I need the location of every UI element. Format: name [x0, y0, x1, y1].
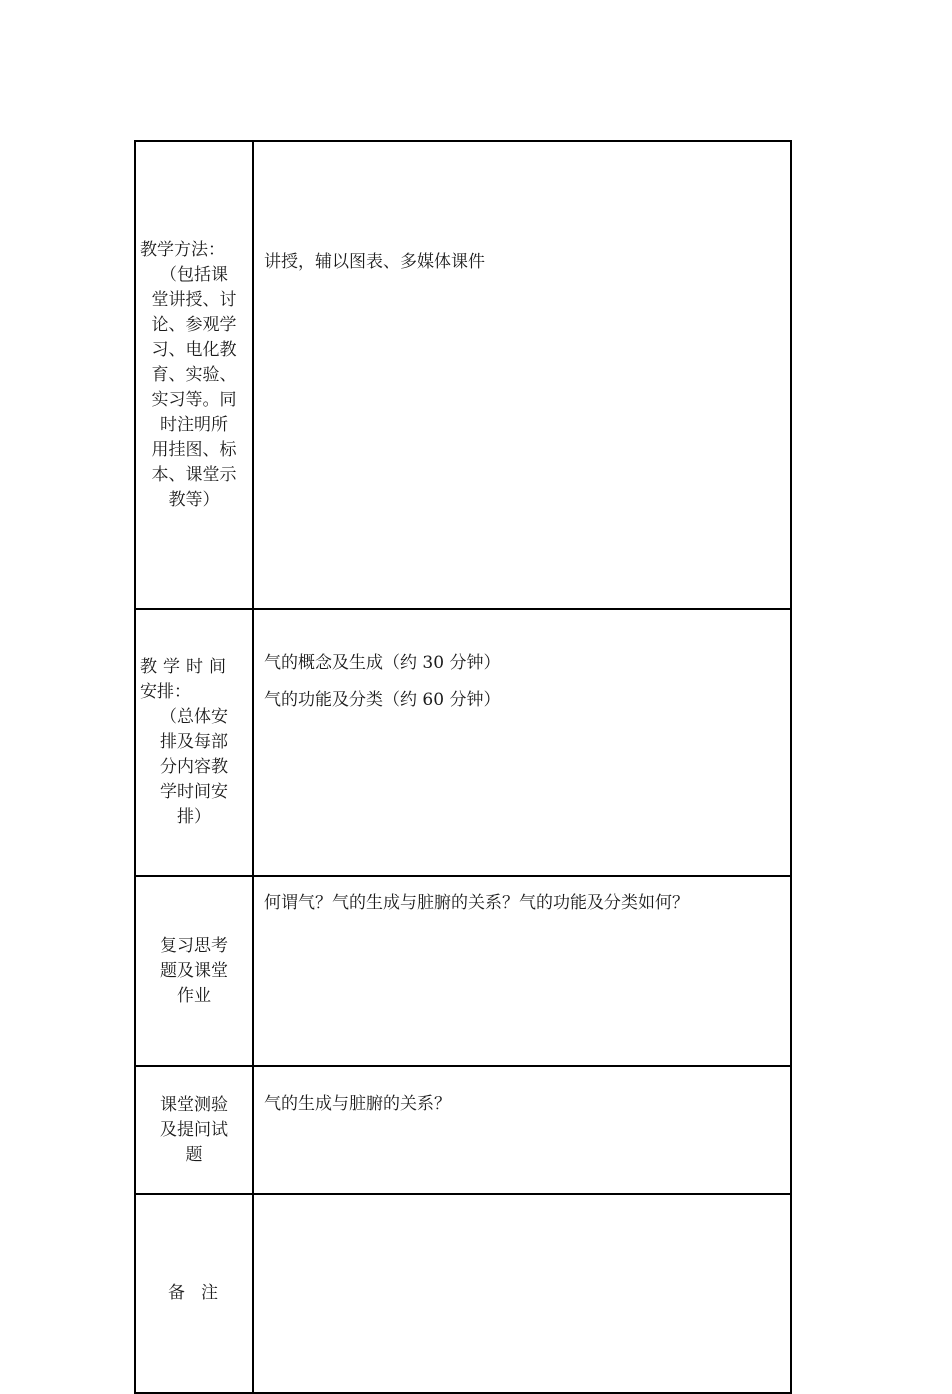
row-label-teaching-method [135, 141, 253, 609]
content-line: 讲授，辅以图表、多媒体课件 [264, 252, 485, 272]
label-line: 教学方法： [140, 239, 225, 260]
label-line: 复习思考 [160, 935, 228, 956]
label-line: 题 [185, 1144, 203, 1165]
row-content-teaching-method [253, 141, 791, 609]
row-label-teaching-time [135, 609, 253, 876]
table-row-teaching-time [135, 609, 791, 876]
label-line: （总体安 [160, 707, 228, 727]
content-line: 何谓气？气的生成与脏腑的关系？气的功能及分类如何？ [264, 893, 689, 913]
table-row-remarks [135, 1194, 791, 1393]
label-line: 及提问试 [160, 1119, 228, 1140]
row-content-teaching-time [253, 609, 791, 876]
label-line: 时注明所 [160, 414, 228, 435]
label-line: 学时间安 [160, 782, 228, 802]
label-line: 教等） [168, 489, 220, 510]
table-row-teaching-method [135, 141, 791, 609]
table-row-review-questions [135, 876, 791, 1066]
row-content-remarks [253, 1194, 791, 1393]
label-line: 排） [177, 807, 211, 827]
row-content-review-questions [253, 876, 791, 1066]
content-line: 气的生成与脏腑的关系？ [264, 1094, 451, 1114]
label-line: 堂讲授、讨 [151, 289, 237, 310]
label-line: 作业 [177, 985, 211, 1006]
label-line: 教学时间 [140, 657, 232, 677]
label-line: 分内容教 [160, 757, 228, 777]
label-line: 排及每部 [160, 732, 228, 752]
label-line: 实习等。同 [151, 389, 237, 410]
label-line: 题及课堂 [160, 960, 228, 981]
row-label-review-questions [135, 876, 253, 1066]
content-line: 气的功能及分类（约 60 分钟） [264, 690, 501, 710]
label-line: 本、课堂示 [151, 464, 237, 485]
label-line: 安排： [140, 682, 191, 702]
label-line: 论、参观学 [151, 314, 237, 335]
table-row-classroom-quiz [135, 1066, 791, 1194]
row-label-classroom-quiz [135, 1066, 253, 1194]
label-line: （包括课 [160, 264, 228, 285]
label-line: 用挂图、标 [151, 439, 237, 460]
lesson-plan-table [134, 140, 792, 1394]
label-line: 课堂测验 [160, 1094, 228, 1115]
row-content-classroom-quiz [253, 1066, 791, 1194]
content-line: 气的概念及生成（约 30 分钟） [264, 653, 501, 673]
label-line: 习、电化教 [151, 339, 237, 360]
label-line: 育、实验、 [151, 364, 237, 385]
row-label-remarks [135, 1194, 253, 1393]
label-line: 备注 [168, 1283, 234, 1303]
